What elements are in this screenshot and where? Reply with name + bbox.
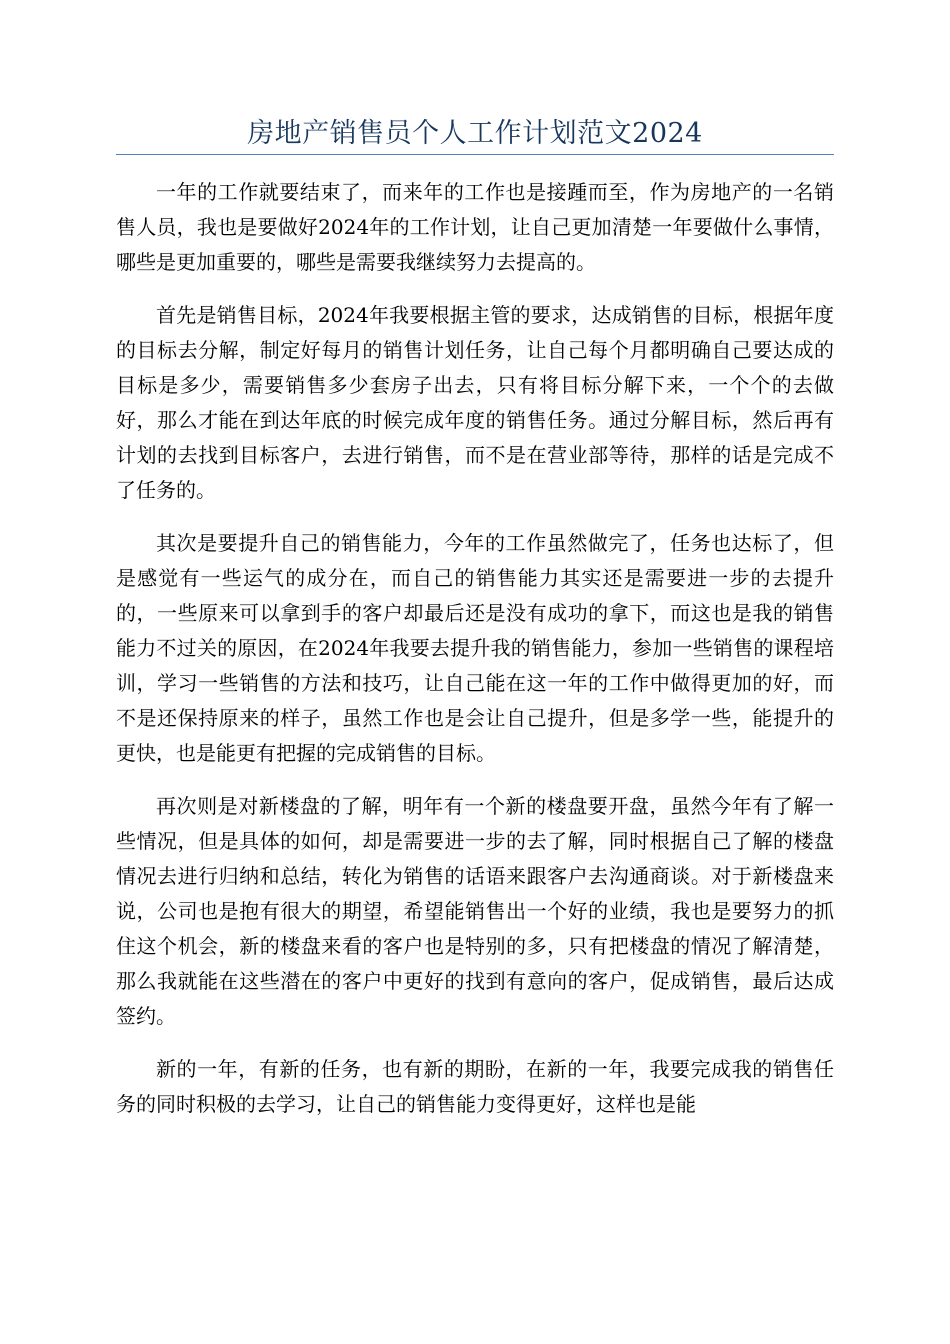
document-page (116, 0, 834, 1140)
paragraph-new-year: 新的一年，有新的任务，也有新的期盼，在新的一年，我要完成我的销售任务的同时积极的去学习，让自己的销售能力变得更好，这样也是能 (116, 1057, 834, 1116)
paragraph-new-property: 再次则是对新楼盘的了解，明年有一个新的楼盘要开盘，虽然今年有了解一些情况，但是具体的如何，却是需要进一步的去了解，同时根据自己了解的楼盘情况去进行归纳和总结，转化为销售的话语来跟客户去沟通商谈。对于新楼盘来说，公司也是抱有很大的期望，希望能销售出一个好的业绩，我也是要努力的抓住这个机会，新的楼盘来看的客户也是特别的多，只有把楼盘的情况了解清楚，那么我就能在这些潜在的客户中更好的找到有意向的客户，促成销售，最后达成签约。 (116, 794, 834, 1028)
document-title: 房地产销售员个人工作计划范文2024 (247, 118, 703, 149)
paragraph-sales-target: 首先是销售目标，2024年我要根据主管的要求，达成销售的目标，根据年度的目标去分解，制定好每月的销售计划任务，让自己每个月都明确自己要达成的目标是多少，需要销售多少套房子出去，只有将目标分解下来，一个个的去做好，那么才能在到达年底的时候完成年度的销售任务。通过分解目标，然后再有计划的去找到目标客户，去进行销售，而不是在营业部等待，那样的话是完成不了任务的。 (116, 303, 834, 502)
paragraph-intro: 一年的工作就要结束了，而来年的工作也是接踵而至，作为房地产的一名销售人员，我也是要做好2024年的工作计划，让自己更加清楚一年要做什么事情，哪些是更加重要的，哪些是需要我继续努力去提高的。 (116, 180, 834, 274)
document-body (116, 175, 834, 1122)
title-underline (116, 154, 834, 155)
paragraph-sales-ability: 其次是要提升自己的销售能力，今年的工作虽然做完了，任务也达标了，但是感觉有一些运气的成分在，而自己的销售能力其实还是需要进一步的去提升的，一些原来可以拿到手的客户却最后还是没有成功的拿下，而这也是我的销售能力不过关的原因，在2024年我要去提升我的销售能力，参加一些销售的课程培训，学习一些销售的方法和技巧，让自己能在这一年的工作中做得更加的好，而不是还保持原来的样子，虽然工作也是会让自己提升，但是多学一些，能提升的更快，也是能更有把握的完成销售的目标。 (116, 531, 834, 765)
